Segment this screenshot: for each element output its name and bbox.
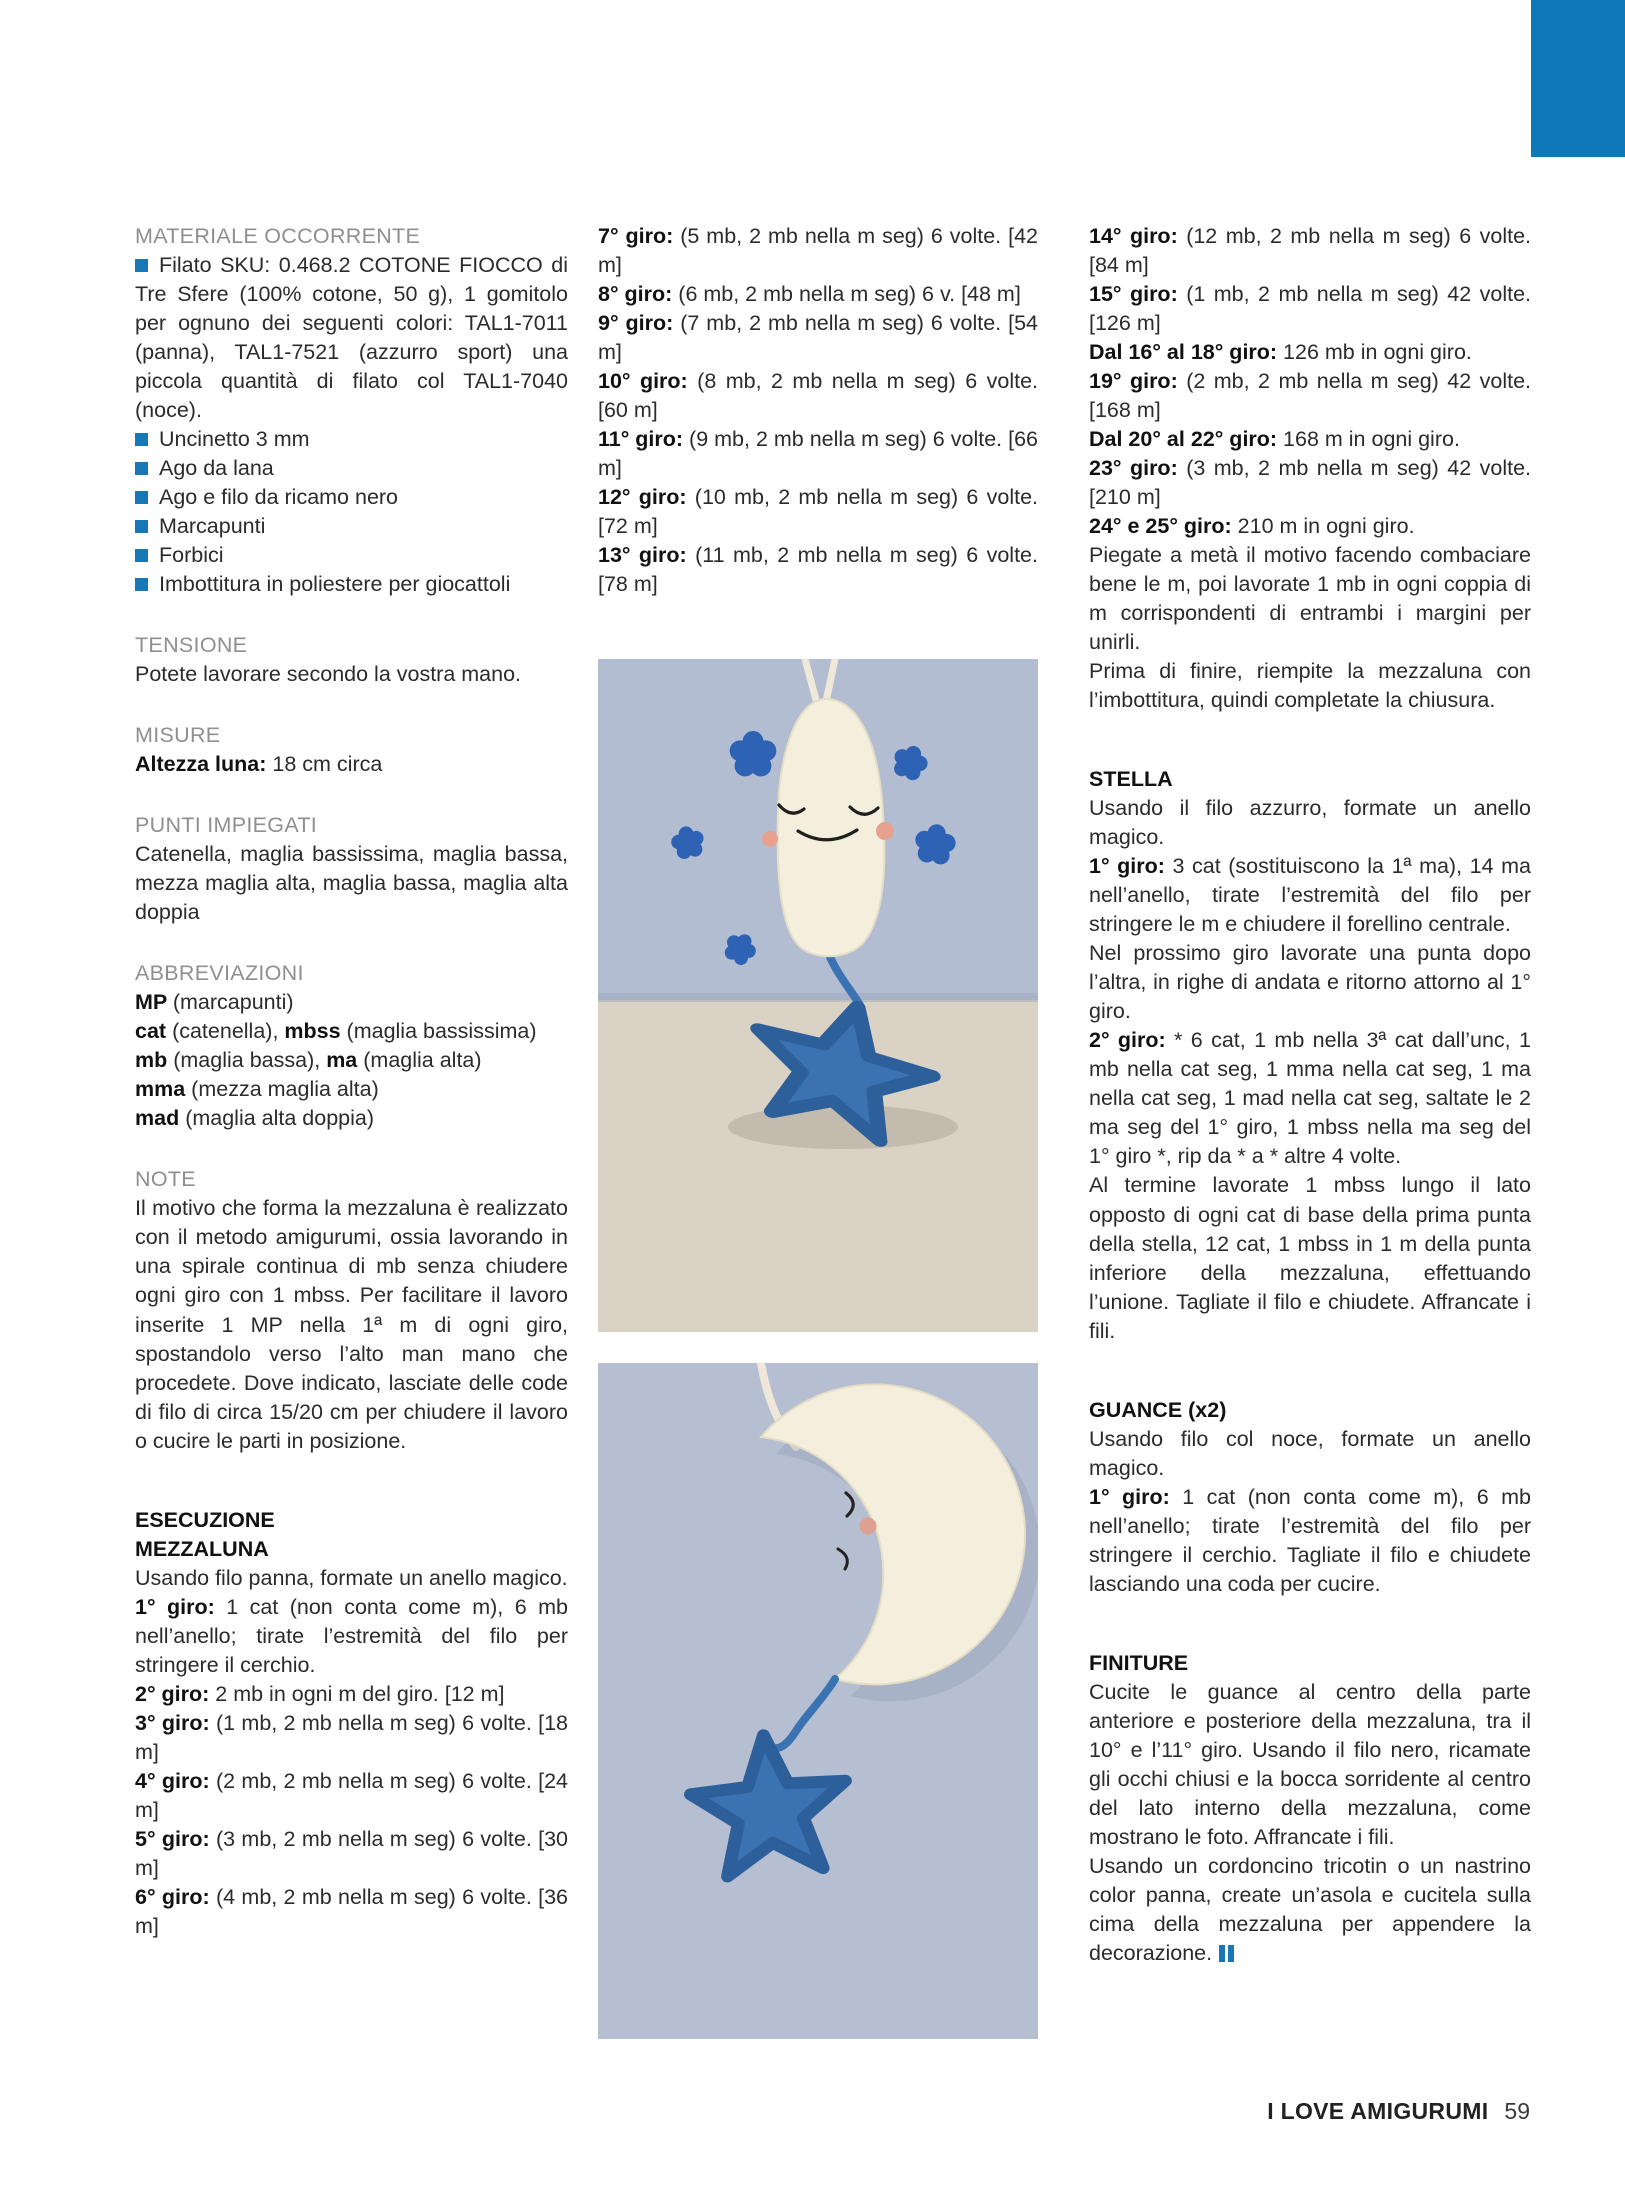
bold-run: 24° e 25° giro:	[1089, 514, 1238, 539]
bold-run: mad	[135, 1106, 186, 1131]
bold-run: Altezza luna:	[135, 752, 273, 777]
text-run: * 6 cat, 1 mb nella 3ª cat dall’unc, 1 mb nella cat seg, 1 mma nella cat seg, 1 ma nella cat seg, 1 mad nella cat seg, saltate le 2 ma seg del 1° giro, 1 mbss nella ma seg del 1° giro *, rip da * a * altre 4 volte.	[1089, 1028, 1531, 1169]
bold-run: 2° giro:	[135, 1681, 216, 1706]
paragraph	[1089, 852, 1531, 939]
section-label: PUNTI IMPIEGATI	[135, 813, 318, 838]
paragraph	[1089, 541, 1531, 657]
page-corner-accent	[1531, 0, 1625, 157]
text-run: (marcapunti)	[172, 990, 294, 1015]
photo-top-illustration	[598, 659, 1038, 1332]
text-run: Il motivo che forma la mezzaluna è realizzato con il metodo amigurumi, ossia lavorando in una spirale continua di mb senza chiudere ogni giro con 1 mbss. Per facilitare il lavoro inserite 1 MP nella 1ª m di ogni giro, spostandolo verso l’alto man mano che procedete. Dove indicato, lasciate delle code di filo di circa 15/20 cm per chiudere il lavoro o cucire le parti in posizione.	[135, 1196, 568, 1453]
text-run: (11 mb, 2 mb nella m seg) 6 volte. [78 m]	[598, 543, 1038, 597]
text-run: 168 m in ogni giro.	[1283, 427, 1460, 452]
end-of-article-icon	[1219, 1945, 1234, 1962]
paragraph	[1089, 1483, 1531, 1599]
bold-run: 23° giro:	[1089, 456, 1187, 481]
page-number: 59	[1504, 2098, 1530, 2124]
paragraph	[135, 1709, 568, 1767]
paragraph	[135, 988, 568, 1017]
bold-run: Dal 20° al 22° giro:	[1089, 427, 1284, 452]
paragraph	[1089, 1678, 1531, 1852]
column-left	[135, 222, 568, 1941]
section-label: ABBREVIAZIONI	[135, 961, 304, 986]
bold-run: 4° giro:	[135, 1768, 216, 1793]
text-run: (mezza maglia alta)	[191, 1077, 379, 1102]
text-run: (9 mb, 2 mb nella m seg) 6 volte. [66 m]	[598, 427, 1038, 481]
section-heading: FINITURE	[1089, 1650, 1189, 1675]
bullet-square-icon	[135, 549, 148, 562]
text-run: Usando il filo azzurro, formate un anello magico.	[1089, 796, 1531, 850]
paragraph	[598, 309, 1038, 367]
bold-run: 5° giro:	[135, 1826, 216, 1851]
text-run: Uncinetto 3 mm	[159, 427, 310, 452]
paragraph	[1089, 280, 1531, 338]
bullet-item	[135, 512, 568, 541]
text-run: Al termine lavorate 1 mbss lungo il lato opposto di ogni cat di base della prima punta della stella, 12 cat, 1 mbss in 1 m della punta inferiore della mezzaluna, effettuando l’unione. Tagliate il filo e chiudete. Affrancate i fili.	[1089, 1173, 1531, 1343]
bold-run: 10° giro:	[598, 369, 698, 394]
column-middle	[598, 222, 1038, 599]
paragraph	[135, 1767, 568, 1825]
text-run: (catenella),	[172, 1019, 285, 1044]
paragraph	[135, 1593, 568, 1680]
bullet-item	[135, 541, 568, 570]
cheek	[860, 1518, 877, 1535]
paragraph	[598, 367, 1038, 425]
paragraph	[1089, 222, 1531, 280]
photo-hanging-moon-front	[598, 659, 1038, 1332]
text-run: (maglia alta doppia)	[185, 1106, 375, 1131]
paragraph	[1089, 794, 1531, 852]
text-run: 126 mb in ogni giro.	[1283, 340, 1472, 365]
bold-run: 19° giro:	[1089, 369, 1187, 394]
text-run: 2 mb in ogni m del giro. [12 m]	[215, 1681, 505, 1706]
text-run: 210 m in ogni giro.	[1237, 514, 1415, 539]
photo-crescent-moon-side	[598, 1363, 1038, 2039]
text-run: (2 mb, 2 mb nella m seg) 42 volte. [168 m]	[1089, 369, 1532, 423]
paragraph	[598, 541, 1038, 599]
paragraph	[135, 1883, 568, 1941]
bullet-square-icon	[135, 578, 148, 591]
text-run: (7 mb, 2 mb nella m seg) 6 volte. [54 m]	[598, 311, 1038, 365]
section-subheading: MEZZALUNA	[135, 1536, 269, 1561]
bold-run: ma	[326, 1048, 364, 1073]
text-run: Prima di finire, riempite la mezzaluna con l’imbottitura, quindi completate la chiusura.	[1089, 659, 1531, 713]
text-run: (maglia bassa),	[173, 1048, 327, 1073]
bold-run: cat	[135, 1019, 173, 1044]
paragraph	[135, 1017, 568, 1046]
paragraph	[135, 1075, 568, 1104]
column-right	[1089, 222, 1531, 1968]
paragraph	[135, 1680, 568, 1709]
text-run: Usando un cordoncino tricotin o un nastrino color panna, create un’asola e cucitela sulla cima della mezzaluna per appendere la decorazione.	[1089, 1853, 1531, 1965]
text-run: Nel prossimo giro lavorate una punta dopo l’altra, in righe di andata e ritorno attorno al 1° giro.	[1089, 941, 1531, 1024]
paragraph	[1089, 367, 1531, 425]
bullet-square-icon	[135, 520, 148, 533]
bullet-item	[135, 454, 568, 483]
text-run: (3 mb, 2 mb nella m seg) 42 volte. [210 m]	[1089, 456, 1532, 510]
text-run: (12 mb, 2 mb nella m seg) 6 volte. [84 m]	[1089, 224, 1532, 278]
photo-bottom-illustration	[598, 1363, 1038, 2039]
paragraph	[1089, 1852, 1531, 1968]
bold-run: 6° giro:	[135, 1884, 216, 1909]
text-run: (6 mb, 2 mb nella m seg) 6 v. [48 m]	[678, 282, 1021, 307]
bold-run: 2° giro:	[1089, 1028, 1175, 1053]
section-label: TENSIONE	[135, 633, 248, 658]
text-run: (maglia alta)	[363, 1048, 482, 1073]
text-run: Ago e filo da ricamo nero	[159, 485, 399, 510]
paragraph	[598, 280, 1038, 309]
bold-run: MP	[135, 990, 173, 1015]
paragraph	[1089, 1425, 1531, 1483]
bullet-square-icon	[135, 491, 148, 504]
paragraph	[135, 750, 568, 779]
text-run: 1 cat (non conta come m), 6 mb nell’anello; tirate l’estremità del filo per stringere il cerchio. Tagliate il filo e chiudete lasciando una coda per cucire.	[1089, 1484, 1531, 1596]
text-run: (5 mb, 2 mb nella m seg) 6 volte. [42 m]	[598, 224, 1038, 278]
paragraph	[598, 222, 1038, 280]
bold-run: 15° giro:	[1089, 282, 1187, 307]
text-run: Forbici	[159, 543, 224, 568]
bold-run: 1° giro:	[1089, 1484, 1183, 1509]
text-run: 3 cat (sostituiscono la 1ª ma), 14 ma nell’anello, tirate l’estremità del filo per stringere le m e chiudere il forellino centrale.	[1089, 854, 1531, 937]
paragraph	[1089, 657, 1531, 715]
bullet-item	[135, 570, 568, 599]
bold-run: 9° giro:	[598, 311, 681, 336]
bold-run: 3° giro:	[135, 1710, 216, 1735]
section-label: MISURE	[135, 723, 221, 748]
paragraph	[1089, 454, 1531, 512]
text-run: (10 mb, 2 mb nella m seg) 6 volte. [72 m]	[598, 485, 1038, 539]
text-run: Filato SKU: 0.468.2 COTONE FIOCCO di Tre Sfere (100% cotone, 50 g), 1 gomitolo per ognuno dei seguenti colori: TAL1-7011 (panna), TAL1-7521 (azzurro sport) una piccola quantità di filato col TAL1-7040 (noce).	[135, 253, 568, 423]
paragraph	[135, 840, 568, 927]
bold-run: 7° giro:	[598, 224, 681, 248]
text-run: 1 cat (non conta come m), 6 mb nell’anello; tirate l’estremità del filo per stringere il cerchio.	[135, 1594, 568, 1677]
text-run: Potete lavorare secondo la vostra mano.	[135, 662, 522, 687]
text-run: 18 cm circa	[272, 752, 383, 777]
paragraph	[598, 483, 1038, 541]
bullet-item	[135, 483, 568, 512]
text-run: (2 mb, 2 mb nella m seg) 6 volte. [24 m]	[135, 1768, 568, 1822]
bold-run: mbss	[284, 1019, 347, 1044]
section-heading: GUANCE (x2)	[1089, 1397, 1227, 1422]
text-run: (1 mb, 2 mb nella m seg) 6 volte. [18 m]	[135, 1710, 568, 1764]
bullet-item	[135, 251, 568, 425]
text-run: Cucite le guance al centro della parte anteriore e posteriore della mezzaluna, tra il 10° e l’11° giro. Usando il filo nero, ricamate gli occhi chiusi e la bocca sorridente al centro del lato interno della mezzaluna, come mostrano le foto. Affrancate i fili.	[1089, 1679, 1531, 1849]
bold-run: 14° giro:	[1089, 224, 1187, 248]
text-run: (8 mb, 2 mb nella m seg) 6 volte. [60 m]	[598, 369, 1038, 423]
paragraph	[1089, 1026, 1531, 1171]
text-run: (1 mb, 2 mb nella m seg) 42 volte. [126 m]	[1089, 282, 1532, 336]
paragraph	[135, 1194, 568, 1455]
bold-run: mb	[135, 1048, 174, 1073]
section-label: NOTE	[135, 1167, 196, 1192]
bullet-item	[135, 425, 568, 454]
section-label: MATERIALE OCCORRENTE	[135, 224, 421, 248]
text-run: Usando filo panna, formate un anello magico.	[135, 1565, 568, 1590]
bold-run: 13° giro:	[598, 543, 696, 568]
page-footer	[1267, 2098, 1530, 2125]
paragraph	[1089, 1171, 1531, 1345]
paragraph	[135, 1046, 568, 1075]
text-run: Ago da lana	[159, 456, 274, 481]
cheek-right	[876, 822, 894, 840]
text-run: Catenella, maglia bassissima, maglia bassa, mezza maglia alta, maglia bassa, maglia alta doppia	[135, 842, 568, 925]
magazine-title: I LOVE AMIGURUMI	[1267, 2098, 1489, 2124]
paragraph	[1089, 512, 1531, 541]
paragraph	[135, 660, 568, 689]
text-run: (4 mb, 2 mb nella m seg) 6 volte. [36 m]	[135, 1884, 568, 1938]
text-run: Piegate a metà il motivo facendo combaciare bene le m, poi lavorate 1 mb in ogni coppia di m corrispondenti di entrambi i margini per unirli.	[1089, 543, 1531, 655]
bold-run: Dal 16° al 18° giro:	[1089, 340, 1284, 365]
paragraph	[135, 1104, 568, 1133]
section-heading: ESECUZIONE	[135, 1507, 275, 1532]
bullet-square-icon	[135, 462, 148, 475]
bullet-square-icon	[135, 259, 148, 272]
paragraph	[1089, 939, 1531, 1026]
bold-run: mma	[135, 1077, 192, 1102]
paragraph	[598, 425, 1038, 483]
text-run: Imbottitura in poliestere per giocattoli	[159, 572, 511, 597]
text-run: (maglia bassissima)	[346, 1019, 537, 1044]
bold-run: 1° giro:	[135, 1594, 227, 1619]
section-heading: STELLA	[1089, 767, 1173, 792]
bold-run: 1° giro:	[1089, 854, 1173, 879]
paragraph	[1089, 338, 1531, 367]
text-run: (3 mb, 2 mb nella m seg) 6 volte. [30 m]	[135, 1826, 568, 1880]
bold-run: 8° giro:	[598, 282, 679, 307]
text-run: Marcapunti	[159, 514, 266, 539]
bullet-square-icon	[135, 433, 148, 446]
paragraph	[135, 1825, 568, 1883]
cheek-left	[762, 831, 778, 847]
bold-run: 12° giro:	[598, 485, 695, 510]
paragraph	[1089, 425, 1531, 454]
text-run: Usando filo col noce, formate un anello magico.	[1089, 1426, 1531, 1480]
bold-run: 11° giro:	[598, 427, 690, 452]
paragraph	[135, 1564, 568, 1593]
